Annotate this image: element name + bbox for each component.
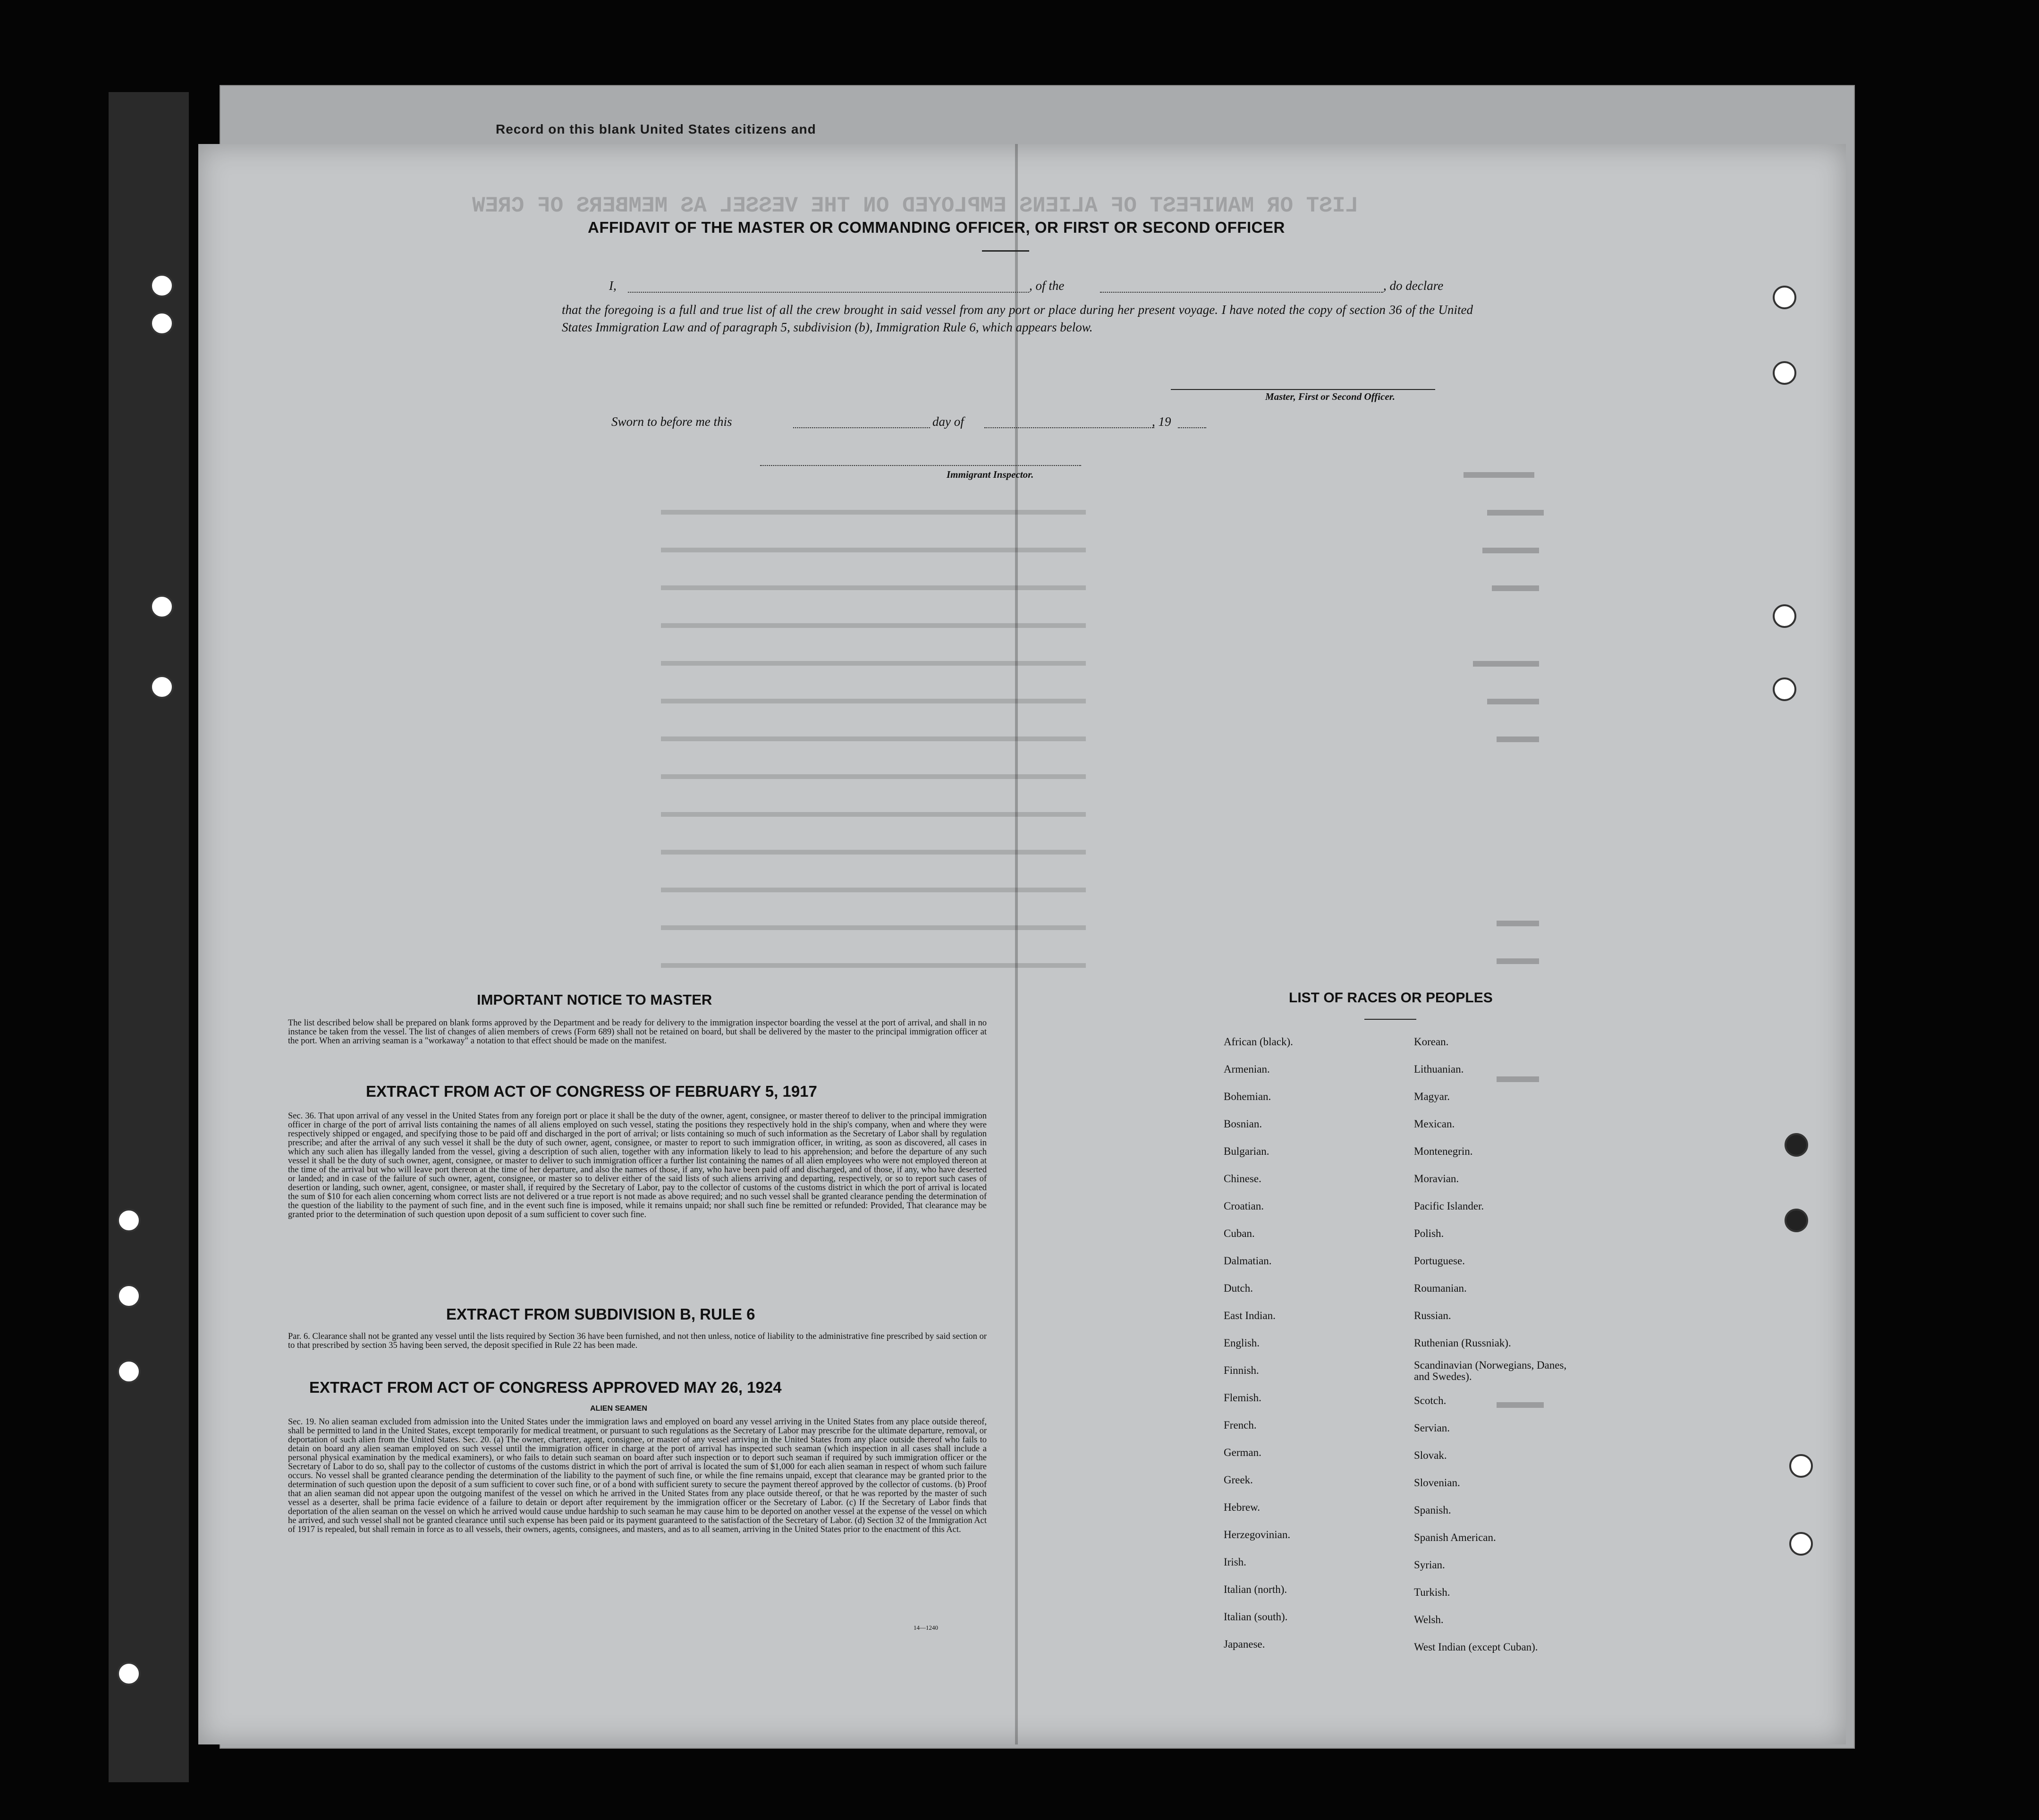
ghost-line bbox=[1492, 585, 1539, 591]
race-item: Herzegovinian. bbox=[1224, 1529, 1291, 1541]
race-item: Armenian. bbox=[1224, 1063, 1270, 1075]
punch-hole bbox=[1773, 286, 1796, 309]
punch-hole bbox=[117, 1662, 141, 1685]
ghost-line bbox=[1482, 548, 1539, 553]
punch-hole bbox=[1773, 677, 1796, 701]
race-item: Montenegrin. bbox=[1414, 1145, 1473, 1157]
affidavit-title: AFFIDAVIT OF THE MASTER OR COMMANDING OFFICER, OR FIRST OR SECOND OFFICER bbox=[588, 219, 1285, 236]
race-item: Scandinavian (Norwegians, Danes, and Swedes). bbox=[1414, 1359, 1567, 1382]
race-item: Japanese. bbox=[1224, 1638, 1265, 1650]
subdivision-title: EXTRACT FROM SUBDIVISION B, RULE 6 bbox=[446, 1305, 755, 1323]
race-item: Welsh. bbox=[1414, 1614, 1444, 1625]
race-item: Dutch. bbox=[1224, 1282, 1253, 1294]
form-code: 14—1240 bbox=[914, 1624, 938, 1631]
ghost-line bbox=[661, 510, 1086, 515]
ghost-line bbox=[661, 812, 1086, 817]
race-item: German. bbox=[1224, 1447, 1261, 1458]
ghost-line bbox=[661, 774, 1086, 779]
extract-1917-title: EXTRACT FROM ACT OF CONGRESS OF FEBRUARY 5, 1917 bbox=[366, 1083, 817, 1100]
race-item: Cuban. bbox=[1224, 1227, 1255, 1239]
binder-strip bbox=[109, 92, 189, 1782]
ghost-line bbox=[1497, 736, 1539, 742]
ghost-line bbox=[661, 888, 1086, 892]
year-label: , 19 bbox=[1152, 415, 1171, 429]
ghost-line bbox=[661, 548, 1086, 552]
punch-hole bbox=[150, 274, 174, 297]
race-item: Greek. bbox=[1224, 1474, 1253, 1486]
race-item: East Indian. bbox=[1224, 1310, 1276, 1321]
punch-hole bbox=[1773, 361, 1796, 385]
sworn-month-blank bbox=[984, 427, 1154, 428]
subdivision-text: Par. 6. Clearance shall not be granted any vessel until the lists required by Section 36 have been furnished, and not then unless, notice of liability to the administrative fine prescribed by said section or to that prescribed by section 35 having been served, the deposit specified in Rule 22 has been made. bbox=[288, 1332, 987, 1350]
race-item: West Indian (except Cuban). bbox=[1414, 1641, 1538, 1653]
ghost-line bbox=[1497, 958, 1539, 964]
race-item: Roumanian. bbox=[1414, 1282, 1467, 1294]
race-item: Lithuanian. bbox=[1414, 1063, 1464, 1075]
race-item: Russian. bbox=[1414, 1310, 1451, 1321]
punch-hole bbox=[117, 1209, 141, 1232]
race-item: Scotch. bbox=[1414, 1395, 1447, 1406]
punch-hole bbox=[1785, 1209, 1808, 1232]
race-item: Ruthenian (Russniak). bbox=[1414, 1337, 1511, 1349]
race-item: Flemish. bbox=[1224, 1392, 1261, 1404]
race-item: Spanish. bbox=[1414, 1504, 1451, 1516]
extract-1924-text: Sec. 19. No alien seaman excluded from admission into the United States under the immigration laws and employed on board any vessel arriving in the United States from any place outside thereof, shall be permitted to land in the United States, except temporarily for medical treatment, or pursuant to such regulations as the Secretary of Labor may prescribe for the ultimate departure, removal, or deportation of such alien from the United States. Sec. 20. (a) The owner, charterer, agent, consignee, or master of any vessel arriving in the United States from any place outside thereof who fails to detain on board any alien seaman employed on such vessel until the immigration officer in charge at the port of arrival has inspected such seaman (which inspection in all cases shall include a personal physical examination by the medical examiners), or who fails to detain such seaman on board after such inspection or to deport such seaman if required by such immigration officer or the Secretary of Labor to do so, shall pay to the collector of customs of the customs district in which the port of arrival is located the sum of $1,000 for each alien seaman in respect of whom such failure occurs. No vessel shall be granted clearance pending the determination of the liability to the payment of such fine, or while the fine remains unpaid, except that clearance may be granted prior to the determination of such question upon the deposit of a sum sufficient to cover such fine, or of a bond with sufficient surety to secure the payment thereof approved by the collector of customs. (b) Proof that an alien seaman did not appear upon the outgoing manifest of the vessel on which he arrived in the United States from any place outside thereof, or that he was reported by the master of such vessel as a deserter, shall be prima facie evidence of a failure to detain or deport after requirement by the immigration officer or the Secretary of Labor. (c) If the Secretary of Labor finds that deportation of the alien seaman on the vessel on which he arrived would cause undue hardship to such seaman he may cause him to be deported on another vessel at the expense of the vessel on which he arrived, and such vessel shall not be granted clearance until such expense has been paid or its payment guaranteed to the satisfaction of the Secretary of Labor. (d) Section 32 of the Immigration Act of 1917 is repealed, but shall remain in force as to all vessels, their owners, agents, consignees, and masters, and as to all seamen, arriving in the United States prior to the enactment of this Act. bbox=[288, 1417, 987, 1534]
race-item: Spanish American. bbox=[1414, 1532, 1496, 1543]
punch-hole bbox=[117, 1284, 141, 1308]
ghost-line bbox=[1487, 510, 1544, 516]
sworn-year-blank bbox=[1178, 427, 1206, 428]
affidavit-body: that the foregoing is a full and true list of all the crew brought in said vessel from any port or place during her present voyage. I have noted the copy of section 36 of the United States Immigration Law and of paragraph 5, subdivision (b), Immigration Rule 6, which appears below. bbox=[562, 303, 1473, 334]
extract-1924-title: EXTRACT FROM ACT OF CONGRESS APPROVED MAY 26, 1924 bbox=[309, 1379, 782, 1396]
race-item: Croatian. bbox=[1224, 1200, 1264, 1212]
punch-hole bbox=[150, 675, 174, 699]
punch-hole bbox=[150, 312, 174, 335]
ghost-line bbox=[1487, 699, 1539, 704]
alien-seamen-subtitle: ALIEN SEAMEN bbox=[590, 1405, 647, 1413]
affidavit-declare-label: , do declare bbox=[1383, 279, 1444, 293]
race-item: Slovak. bbox=[1414, 1449, 1447, 1461]
race-item: Irish. bbox=[1224, 1556, 1246, 1568]
ghost-line bbox=[661, 661, 1086, 666]
race-item: Korean. bbox=[1414, 1036, 1449, 1048]
punch-hole bbox=[150, 595, 174, 618]
race-item: Slovenian. bbox=[1414, 1477, 1460, 1489]
race-item: Hebrew. bbox=[1224, 1501, 1261, 1513]
ghost-line bbox=[661, 699, 1086, 703]
punch-hole bbox=[117, 1360, 141, 1383]
race-item: African (black). bbox=[1224, 1036, 1293, 1048]
race-item: Finnish. bbox=[1224, 1364, 1259, 1376]
day-of-label: day of bbox=[932, 415, 964, 429]
race-item: Turkish. bbox=[1414, 1586, 1450, 1598]
race-item: Pacific Islander. bbox=[1414, 1200, 1484, 1212]
ghost-heading: LIST OR MANIFEST OF ALIENS EMPLOYED ON THE VESSEL AS MEMBERS OF CREW bbox=[472, 194, 1359, 218]
race-item: Bohemian. bbox=[1224, 1091, 1271, 1102]
ghost-line bbox=[661, 736, 1086, 741]
race-item: Bosnian. bbox=[1224, 1118, 1262, 1130]
affidavit-of-the-label: , of the bbox=[1029, 279, 1065, 293]
race-item: Chinese. bbox=[1224, 1173, 1261, 1185]
races-title-underline bbox=[1364, 1019, 1416, 1020]
race-item: Portuguese. bbox=[1414, 1255, 1465, 1267]
ghost-line bbox=[661, 963, 1086, 968]
race-item: Italian (south). bbox=[1224, 1611, 1288, 1623]
inspector-signature-line bbox=[760, 465, 1081, 466]
vessel-blank bbox=[1100, 292, 1383, 293]
extract-1917-text: Sec. 36. That upon arrival of any vessel in the United States from any foreign port or place it shall be the duty of the owner, agent, consignee, or master thereof to deliver to the principal immigration officer in charge of the port of arrival lists containing the names of all aliens employed on such vessel, stating the positions they respectively hold in the ship's company, when and where they were respectively shipped or engaged, and specifying those to be paid off and discharged in the port of arrival; or lists containing so much of such information as the Secretary of Labor shall by regulation prescribe; and after the arrival of any such vessel it shall be the duty of such owner, agent, consignee, or master to report to such immigration officer, in writing, as soon as discovered, all cases in which any such alien has illegally landed from the vessel, giving a description of such alien, together with any information likely to lead to his apprehension; and before the departure of any such vessel it shall be the duty of such owner, agent, consignee, or master to deliver to such immigration officer a further list containing the names of all alien employees who were not employed thereon at the time of the arrival but who will leave port thereon at the time of her departure, and also the names of those, if any, who have been paid off and discharged, and of those, if any, who have deserted or landed; and in case of the failure of such owner, agent, consignee, or master so to deliver either of the said lists of such aliens arriving and departing, respectively, or so to report such cases of desertion or landing, such owner, agent, consignee, or master shall, if required by the Secretary of Labor, pay to the collector of customs of the customs district in which the port of arrival is located the sum of $10 for each alien concerning whom correct lists are not delivered or a true report is not made as above required; and no such vessel shall be granted clearance pending the determination of the question of the liability to the payment of such fine, and in the event such fine is imposed, while it remains unpaid; nor shall such fine be remitted or refunded: Provided, That clearance may be granted prior to the determination of such question upon deposit of a sum sufficient to cover such fine. bbox=[288, 1111, 987, 1219]
master-signature-line bbox=[1171, 389, 1435, 390]
back-sheet-header-text: Record on this blank United States citizens and bbox=[496, 122, 816, 136]
race-item: Magyar. bbox=[1414, 1091, 1450, 1102]
race-item: Moravian. bbox=[1414, 1173, 1459, 1185]
master-label: Master, First or Second Officer. bbox=[1265, 391, 1395, 402]
race-item: Syrian. bbox=[1414, 1559, 1445, 1571]
race-item: Servian. bbox=[1414, 1422, 1450, 1434]
race-item: Polish. bbox=[1414, 1227, 1444, 1239]
punch-hole bbox=[1789, 1532, 1813, 1556]
race-item: French. bbox=[1224, 1419, 1257, 1431]
ghost-line bbox=[661, 585, 1086, 590]
races-left-column bbox=[1224, 1028, 1293, 1658]
title-underline bbox=[982, 250, 1029, 252]
sworn-day-blank bbox=[793, 427, 930, 428]
race-item: English. bbox=[1224, 1337, 1260, 1349]
ghost-line bbox=[1473, 661, 1539, 667]
races-title: LIST OF RACES OR PEOPLES bbox=[1289, 990, 1493, 1006]
ghost-line bbox=[661, 925, 1086, 930]
page-fold bbox=[1015, 144, 1018, 1744]
ghost-line bbox=[1464, 472, 1534, 478]
notice-text: The list described below shall be prepared on blank forms approved by the Department and be ready for delivery to the immigration inspector boarding the vessel at the port of arrival, and shall in no instance be taken from the vessel. The list of changes of alien members of crews (Form 689) shall not be retained on board, but shall be delivered by the master to the principal immigration officer at the port. When an arriving seaman is a "workaway" a notation to that effect should be made on the manifest. bbox=[288, 1018, 987, 1046]
inspector-label: Immigrant Inspector. bbox=[947, 469, 1034, 480]
ghost-line bbox=[1497, 921, 1539, 926]
notice-title: IMPORTANT NOTICE TO MASTER bbox=[477, 991, 712, 1008]
ghost-line bbox=[661, 623, 1086, 628]
affidavit-i-label: I, bbox=[609, 279, 617, 293]
race-item: Dalmatian. bbox=[1224, 1255, 1272, 1267]
punch-hole bbox=[1789, 1454, 1813, 1478]
ghost-line bbox=[661, 850, 1086, 855]
punch-hole bbox=[1773, 604, 1796, 628]
race-item: Italian (north). bbox=[1224, 1583, 1287, 1595]
races-right-column bbox=[1414, 1028, 1574, 1661]
name-blank bbox=[628, 292, 1029, 293]
punch-hole bbox=[1785, 1133, 1808, 1157]
race-item: Mexican. bbox=[1414, 1118, 1455, 1130]
race-item: Bulgarian. bbox=[1224, 1145, 1269, 1157]
sworn-text: Sworn to before me this bbox=[611, 415, 732, 429]
